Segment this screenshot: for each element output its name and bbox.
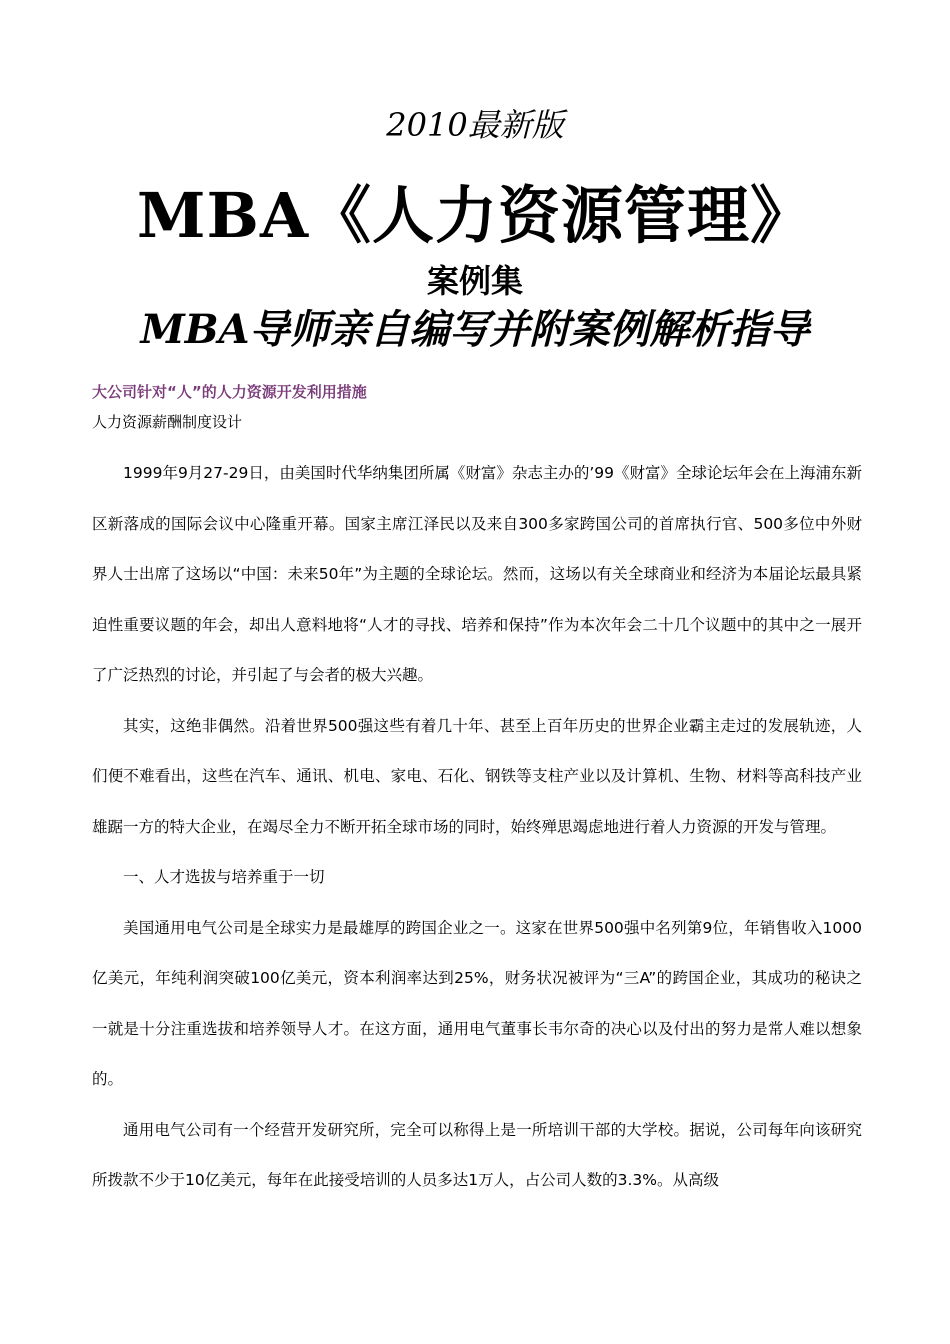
paragraph: 1999年9月27-29日，由美国时代华纳集团所属《财富》杂志主办的’99《财富》全球论坛年会在上海浦东新区新落成的国际会议中心隆重开幕。国家主席江泽民以及来自300多家跨国公司的首席执行官、500多位中外财界人士出席了这场以“中国：未来50年”为主题的全球论坛。然而，这场以有关全球商业和经济为本届论坛最具紧迫性重要议题的年会，却出人意料地将“人才的寻找、培养和保持”作为本次年会二十几个议题中的其中之一展开了广泛热烈的讨论，并引起了与会者的极大兴趣。: [92, 464, 863, 684]
paragraph: 其实，这绝非偶然。沿着世界500强这些有着几十年、甚至上百年历史的世界企业霸主走过的发展轨迹，人们便不难看出，这些在汽车、通讯、机电、家电、石化、钢铁等支柱产业以及计算机、生物、材料等高科技产业雄踞一方的特大企业，在竭尽全力不断开拓全球市场的同时，始终殚思竭虑地进行着人力资源的开发与管理。: [92, 716, 862, 836]
main-title: MBA《人力资源管理》: [136, 179, 814, 252]
paragraph: 通用电气公司有一个经营开发研究所，完全可以称得上是一所培训干部的大学校。据说，公司每年向该研究所拨款不少于10亿美元，每年在此接受培训的人员多达1万人，占公司人数的3.3%。从高级: [92, 1120, 862, 1189]
edition-heading: 2010最新版: [386, 106, 564, 144]
paragraph: 美国通用电气公司是全球实力是最雄厚的跨国企业之一。这家在世界500强中名列第9位，年销售收入1000亿美元，年纯利润突破100亿美元，资本利润率达到25%，财务状况被评为“三A”的跨国企业，其成功的秘诀之一就是十分注重选拔和培养领导人才。在这方面，通用电气董事长韦尔奇的决心以及付出的努力是常人难以想象的。: [92, 918, 862, 1088]
subtitle-heading: 案例集: [426, 262, 523, 300]
section-title: 大公司针对“人”的人力资源开发利用措施: [92, 383, 367, 401]
paragraph: 一、人才选拔与培养重于一切: [123, 868, 325, 886]
body-text: [92, 448, 862, 1206]
section-subtitle: 人力资源薪酬制度设计: [92, 413, 243, 431]
tagline-heading: MBA导师亲自编写并附案例解析指导: [140, 306, 810, 353]
